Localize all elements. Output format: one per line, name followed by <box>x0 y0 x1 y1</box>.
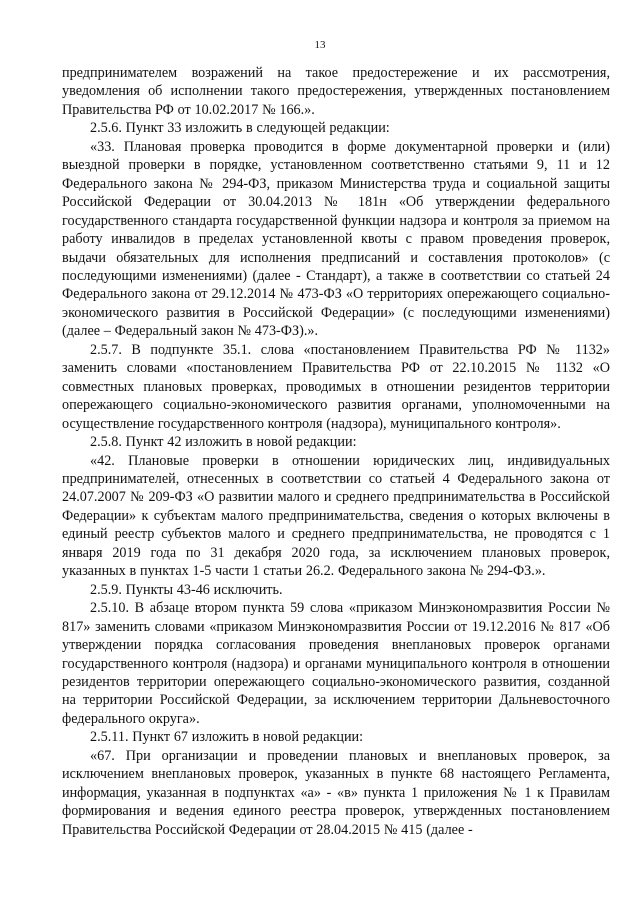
paragraph: 2.5.6. Пункт 33 изложить в следующей редакции: <box>90 120 390 137</box>
paragraph: 2.5.7. В подпункте 35.1. слова «постановлением Правительства РФ № 1132» заменить словами «постановлением Правительства РФ от 22.10.2015 № 1132 «О совместных плановых проверках, проводимых в отношении резидентов территории опережающего социально-экономического развития органами, уполномоченными на осуществление государственного контроля (надзора), муниципального контроля». <box>62 341 610 432</box>
paragraph: предпринимателем возражений на такое предостережение и их рассмотрения, уведомления об исполнении такого предостережения, утвержденных постановлением Правительства РФ от 10.02.2017 № 166.». <box>62 65 610 118</box>
paragraph: 2.5.8. Пункт 42 изложить в новой редакции: <box>90 434 357 451</box>
paragraph: 2.5.11. Пункт 67 изложить в новой редакции: <box>90 729 364 746</box>
paragraph: 2.5.10. В абзаце втором пункта 59 слова «приказом Минэкономразвития России № 817» заменить словами «приказом Минэкономразвития России от 19.12.2016 № 817 «Об утверждении порядка согласования проведения внеплановых проверок органами государственного контроля (надзора) и органами муниципального контроля в отношении резидентов территории опережающего социально-экономического развития, созданной на территории Российской Федерации, за исключением территории Дальневосточного федерального округа». <box>62 600 610 727</box>
document-body <box>62 64 610 839</box>
paragraph: «42. Плановые проверки в отношении юридических лиц, индивидуальных предпринимателей, отнесенных в соответствии со статьей 4 Федерального закона от 24.07.2007 № 209-ФЗ «О развитии малого и среднего предпринимательства в Российской Федерации» к субъектам малого предпринимательства, сведения о которых включены в единый реестр субъектов малого и среднего предпринимательства, не проводятся с 1 января 2019 года по 31 декабря 2020 года, за исключением плановых проверок, указанных в пунктах 1-5 части 1 статьи 26.2. Федерального закона № 294-ФЗ.». <box>62 452 610 580</box>
paragraph: «33. Плановая проверка проводится в форме документарной проверки и (или) выездной проверки в порядке, установленном соответственно статьями 9, 11 и 12 Федерального закона № 294-ФЗ, приказом Министерства труда и социальной защиты Российской Федерации от 30.04.2013 № 181н «Об утверждении федерального государственного стандарта государственной функции надзора и контроля за приемом на работу инвалидов в пределах установленной квоты с правом проведения проверок, выдачи обязательных для исполнения предписаний и составления протоколов» (с последующими изменениями) (далее - Стандарт), а также в соответствии со статьей 24 Федерального закона от 29.12.2014 № 473-ФЗ «О территориях опережающего социально-экономического развития в Российской Федерации» (с последующими изменениями) (далее – Федеральный закон № 473-ФЗ).». <box>62 138 610 340</box>
paragraph: «67. При организации и проведении плановых и внеплановых проверок, за исключением внеплановых проверок, указанных в пункте 68 настоящего Регламента, информация, указанная в подпунктах «а» - «в» пункта 1 приложения № 1 к Правилам формирования и ведения единого реестра проверок, утвержденных постановлением Правительства Российской Федерации от 28.04.2015 № 415 (далее - <box>62 747 610 838</box>
page-number: 13 <box>314 39 326 51</box>
paragraph: 2.5.9. Пункты 43-46 исключить. <box>90 581 283 598</box>
